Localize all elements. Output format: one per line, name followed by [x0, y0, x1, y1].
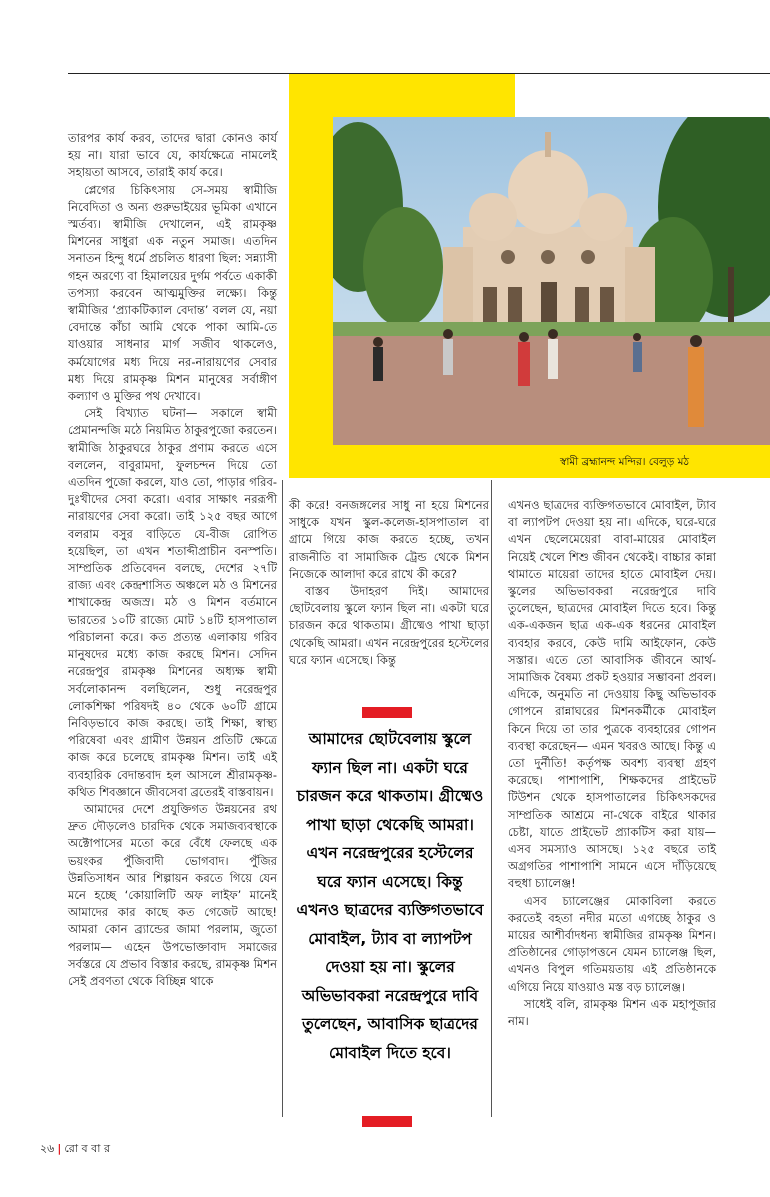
column-divider	[491, 480, 492, 1117]
photo-caption: স্বামী ব্রহ্মানন্দ মন্দির। বেলুড় মঠ	[560, 456, 690, 468]
paragraph: এখনও ছাত্রদের ব্যক্তিগতভাবে মোবাইল, ট্যাব বা ল্যাপটপ দেওয়া হয় না। এদিকে, ঘরে-ঘরে এখন ছেলেমেয়েরা বাবা-মায়ের মোবাইল নিয়েই খেলে শিশু জীবন থেকেই। বাচ্চার কান্না থামাতে মায়েরা তাদের হাতে মোবাইল দেয়। স্কুলের অভিভাবকরা নরেন্দ্রপুরে দাবি তুলেছেন, ছাত্রদের মোবাইল দিতে হবে। কিন্তু এক-একজন ছাত্র এক-এক ধরনের মোবাইল ব্যবহার করবে, কেউ দামি আইফোন, কেউ সস্তার। এতে তো আবাসিক জীবনে আর্থ-সামাজিক বৈষম্য প্রকট হওয়ার সম্ভাবনা প্রবল। এদিকে, অনুমতি না দেওয়ায় কিছু অভিভাবক গোপনে রান্নাঘরের মিশনকর্মীকে মোবাইল কিনে দিয়ে তা তার পুত্রকে ব্যবহারের গোপন ব্যবস্থা করেছেন— এমন খবরও আছে। কিন্তু এ তো দুর্নীতি! কর্তৃপক্ষ অবশ্য ব্যবস্থা গ্রহণ করেছে। পাশাপাশি, শিক্ষকদের প্রাইভেট টিউশন থেকে হাসপাতালের চিকিৎসকদের সাম্প্রতিক আশ্রমে না-থেকে বাইরে থাকার চেষ্টা, যাতে প্রাইভেট প্র্যাকটিস করা যায়— এসব সমস্যাও আসছে। ১২৫ বছরে তাই অগ্রগতির পাশাপাশি সামনে এসে দাঁড়িয়েছে বহুধা চ্যালেঞ্জ!	[508, 498, 716, 891]
column-divider	[282, 480, 283, 1117]
article-column-3	[508, 497, 716, 1030]
article-column-1	[68, 130, 277, 990]
paragraph: এসব চ্যালেঞ্জের মোকাবিলা করতে করতেই বহতা নদীর মতো এগচ্ছে ঠাকুর ও মায়ের আশীর্বাদধন্য স্বামীজির রামকৃষ্ণ মিশন। প্রতিষ্ঠানের গোড়াপত্তনে যেমন চ্যালেঞ্জ ছিল, এখনও বিপুল গতিময়তায় এই প্রতিষ্ঠানকে এগিয়ে নিয়ে যাওয়াও মস্ত বড় চ্যালেঞ্জ।	[508, 893, 716, 994]
paragraph: সাধেই বলি, রামকৃষ্ণ মিশন এক মহাপূজার নাম।	[508, 996, 716, 1029]
pull-quote-bottom-bar	[362, 1116, 412, 1127]
paragraph: সেই বিখ্যাত ঘটনা— সকালে স্বামী প্রেমানন্দজি মঠে নিয়মিত ঠাকুরপুজো করতেন। স্বামীজি ঠাকুরঘরে ঠাকুর প্রণাম করতে এসে বললেন, বাবুরামদা, ফুলচন্দন দিয়ে তো এতদিন পুজো করলে, যাও তো, পাড়ার গরিব-দুঃখীদের সেবা করো। এবার সাক্ষাৎ নররূপী নারায়ণের সেবা করো। তাই ১২৫ বছর আগে বলরাম বসুর বাড়িতে যে-বীজ রোপিত হয়েছিল, তা এখন শতাব্দীপ্রাচীন বনস্পতি। সাম্প্রতিক প্রতিবেদন বলছে, দেশের ২৭টি রাজ্য এবং কেন্দ্রশাসিত অঞ্চলে মঠ ও মিশনের শাখাকেন্দ্র অজস্র। মঠ ও মিশন বর্তমানে ভারতের ১০টি রাজ্যে মোট ১৪টি হাসপাতাল পরিচালনা করে। কত প্রত্যন্ত এলাকায় গরিব মানুষদের মধ্যে কাজ করছে মিশন। সেদিন নরেন্দ্রপুর রামকৃষ্ণ মিশনের অধ্যক্ষ স্বামী সর্বলোকানন্দ বলছিলেন, শুধু নরেন্দ্রপুর লোকশিক্ষা পরিষদই ৪০ থেকে ৬০টি গ্রামে নিবিড়ভাবে কাজ করছে। তাই শিক্ষা, স্বাস্থ্য পরিষেবা এবং গ্রামীণ উন্নয়ন প্রতিটি ক্ষেত্রে কাজ করে চলেছে রামকৃষ্ণ মিশন। তাই এই ব্যবহারিক বেদান্তবাদ হল আসলে শ্রীরামকৃষ্ণ-কথিত শিবজ্ঞানে জীবসেবা ব্রতেরই বাস্তবায়ন।	[68, 406, 277, 799]
temple-photo	[333, 117, 770, 445]
pull-quote-top-bar	[362, 707, 412, 718]
paragraph: বাস্তব উদাহরণ দিই। আমাদের ছোটবেলায় স্কুলে ফ্যান ছিল না। একটা ঘরে চারজন করে থাকতাম। গ্রীষ্মেও পাখা ছাড়া থেকেছি আমরা। এখন নরেন্দ্রপুরের হস্টেলের ঘরে ফ্যান এসেছে। কিন্তু	[289, 584, 489, 667]
article-column-2	[289, 497, 489, 669]
magazine-name: রো ব বা র	[64, 1142, 111, 1155]
footer-separator: |	[57, 1142, 62, 1155]
paragraph: আমাদের দেশে প্রযুক্তিগত উন্নয়নের রথ দ্রুত দৌড়লেও চারদিক থেকে সমাজব্যবস্থাকে অক্টোপাসের মতো করে বেঁধে ফেলছে এক ভয়ংকর পুঁজিবাদী ভোগবাদ। পুঁজির উন্নতিসাধন আর শিল্পায়ন করতে গিয়ে যেন মনে হচ্ছে ‘কোয়ালিটি অফ লাইফ’ মানেই আমাদের কার কাছে কত গেজেট আছে! আমরা কোন ব্র্যান্ডের জামা পরলাম, জুতো পরলাম— এহেন উপভোক্তাবাদ সমাজের সর্বস্তরে যে প্রভাব বিস্তার করছে, রামকৃষ্ণ মিশন সেই প্রবণতা থেকে বিচ্ছিন্ন থাকে	[68, 801, 277, 988]
page-number: ২৬	[40, 1142, 55, 1155]
paragraph: তারপর কার্য করব, তাদের দ্বারা কোনও কার্য হয় না। যারা ভাবে যে, কার্যক্ষেত্রে নামলেই সহায়তা আসবে, তারাই কার্য করে।	[68, 131, 277, 180]
page-footer	[40, 1140, 110, 1159]
temple-illustration	[333, 117, 770, 445]
paragraph: কী করে! বনজঙ্গলের সাধু না হয়ে মিশনের সাধুকে যখন স্কুল-কলেজ-হাসপাতাল বা গ্রামে গিয়ে কাজ করতে হচ্ছে, তখন রাজনীতি বা সামাজিক ট্রেন্ড থেকে মিশন নিজেকে আলাদা করে রাখে কী করে?	[289, 498, 489, 581]
paragraph: প্লেগের চিকিৎসায় সে-সময় স্বামীজি নিবেদিতা ও অন্য গুরুভাইয়ের ভূমিকা এখানে স্মর্তব্য। স্বামীজি দেখালেন, এই রামকৃষ্ণ মিশনের সাধুরা এক নতুন সমাজ। এতদিন সনাতন হিন্দু ধর্মে প্রচলিত ধারণা ছিল: সন্ন্যাসী গহন অরণ্যে বা হিমালয়ের দুর্গম পর্বতে একাকী তপস্যা করবেন আত্মমুক্তির লক্ষ্যে। কিন্তু স্বামীজির ‘প্র্যাকটিক্যাল বেদান্ত’ বলল যে, নয়া বেদান্তে কাঁচা আমি থেকে পাকা আমি-তে যাওয়ার সাধনার মার্গ সজীব থাকলেও, কর্মযোগের মধ্য দিয়ে নর-নারায়ণের সেবার মধ্য দিয়ে রামকৃষ্ণ মিশন মানুষের সর্বাঙ্গীণ কল্যাণ ও মুক্তির পথ দেখাবে।	[68, 182, 277, 404]
pull-quote: আমাদের ছোটবেলায় স্কুলে ফ্যান ছিল না। একটা ঘরে চারজন করে থাকতাম। গ্রীষ্মেও পাখা ছাড়া থেকেছি আমরা। এখন নরেন্দ্রপুরের হস্টেলের ঘরে ফ্যান এসেছে। কিন্তু এখনও ছাত্রদের ব্যক্তিগতভাবে মোবাইল, ট্যাব বা ল্যাপটপ দেওয়া হয় না। স্কুলের অভিভাবকরা নরেন্দ্রপুরে দাবি তুলেছেন, আবাসিক ছাত্রদের মোবাইল দিতে হবে।	[296, 730, 484, 1062]
